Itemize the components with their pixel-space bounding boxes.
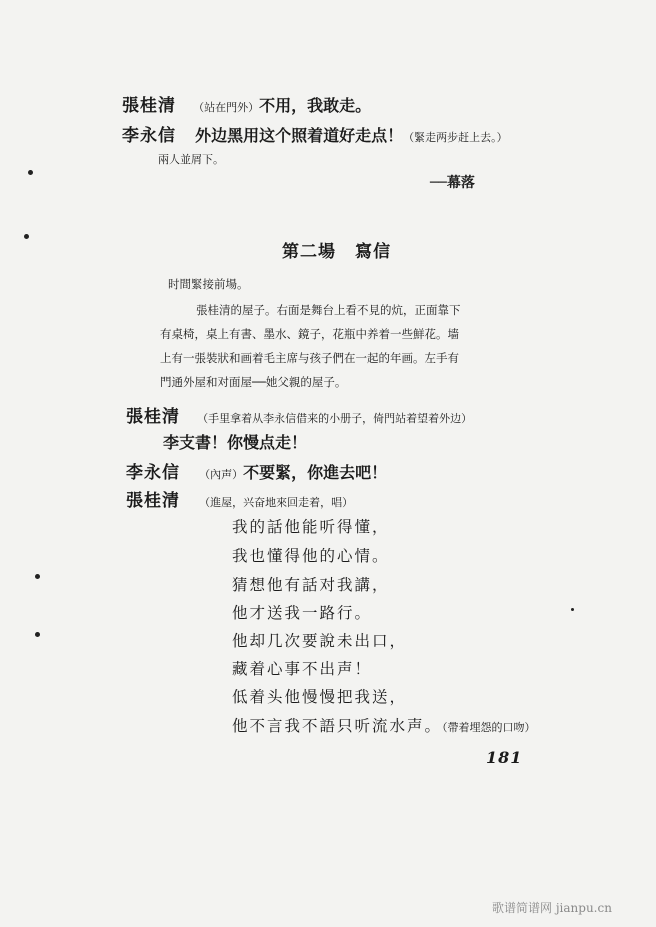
exit-direction: 兩人並屑下。 <box>158 153 224 166</box>
margin-dot <box>28 170 33 175</box>
margin-dot <box>24 234 29 239</box>
stage-direction: （帶着埋怨的口吻） <box>442 721 536 734</box>
speech-text: 外边黑用这个照着道好走点！ <box>195 126 404 145</box>
dialogue-line <box>122 91 371 116</box>
stage-direction: （緊走两步赶上去。） <box>403 131 508 144</box>
margin-dot <box>35 632 40 637</box>
stage-direction: （手里拿着从李永信借来的小册子，倚門站着望着外边） <box>197 412 473 425</box>
speaker-name: 張桂清 <box>126 407 180 427</box>
curtain-note: ──幕落 <box>430 175 475 191</box>
stage-direction: （站在門外） <box>193 101 260 114</box>
speaker-name: 李永信 <box>122 126 176 146</box>
stage-direction: （進屋，兴奋地來回走着，唱） <box>199 496 354 509</box>
verse-line: 我的話他能听得懂， <box>232 518 390 536</box>
scene-heading <box>282 237 391 262</box>
verse-line: 我也懂得他的心情。 <box>232 547 390 565</box>
setting-line: 張桂清的屋子。右面是舞台上看不見的炕，正面靠下 <box>196 303 461 317</box>
verse-line: 低着头他慢慢把我送， <box>232 688 408 706</box>
speech-text: 李支書！你慢点走！ <box>163 433 308 452</box>
margin-dot <box>571 608 574 611</box>
dialogue-line <box>126 486 353 511</box>
dialogue-line <box>122 121 508 146</box>
setting-line: 上有一張裝狀和画着毛主席与孩子們在一起的年画。左手有 <box>160 351 459 365</box>
verse-line: 他不言我不語只听流水声。 <box>232 717 443 735</box>
page-number: 181 <box>486 748 523 767</box>
speech-text: 不用，我敢走。 <box>259 96 372 115</box>
scene-subtitle: 寫信 <box>355 242 392 262</box>
speaker-name: 張桂清 <box>122 96 176 116</box>
dialogue-line <box>126 402 472 427</box>
verse-line: 他才送我一路行。 <box>232 604 373 622</box>
site-watermark: 歌谱简谱网 jianpu.cn <box>492 901 612 915</box>
dialogue-line <box>126 458 387 483</box>
time-note: 时間緊接前場。 <box>168 277 249 291</box>
stage-direction: （內声） <box>199 468 244 481</box>
verse-line-final <box>232 714 536 736</box>
verse-line: 猜想他有話对我講， <box>232 576 390 594</box>
setting-line: 有桌椅，桌上有書、墨水、鏡子，花瓶中养着一些鮮花。墙 <box>160 327 459 341</box>
scene-title: 第二場 <box>282 242 336 262</box>
setting-line: 門通外屋和对面屋──她父親的屋子。 <box>160 375 347 389</box>
margin-dot <box>35 574 40 579</box>
verse-line: 他却几次要說未出口， <box>232 632 408 650</box>
speech-text: 不要緊，你進去吧！ <box>243 463 388 482</box>
speaker-name: 張桂清 <box>126 491 180 511</box>
verse-line: 藏着心事不出声！ <box>232 660 373 678</box>
speaker-name: 李永信 <box>126 463 180 483</box>
